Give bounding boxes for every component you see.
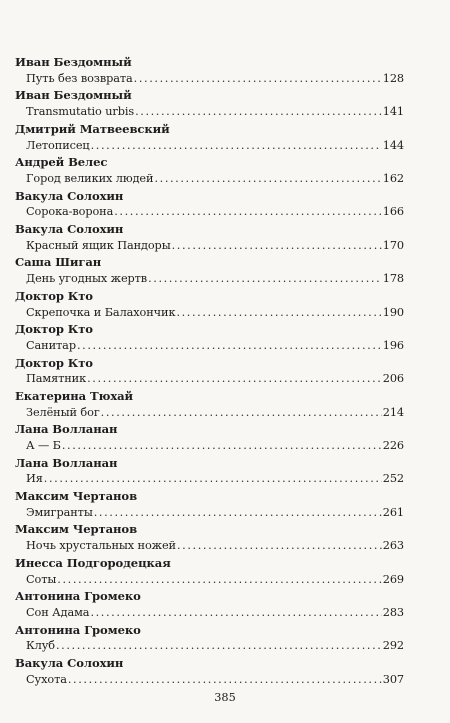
toc-line — [15, 305, 404, 322]
dot-leader — [101, 405, 382, 422]
toc-page-number: 141 — [382, 105, 404, 119]
toc-line — [15, 505, 404, 522]
toc-page-number: 162 — [382, 171, 404, 185]
toc-entry — [15, 221, 404, 254]
toc-title: Transmutatio urbis — [26, 105, 135, 119]
dot-leader — [177, 538, 382, 555]
page-number: 385 — [214, 691, 236, 704]
toc-entry — [15, 455, 404, 488]
toc-author: Лана Волланан — [15, 422, 118, 437]
toc-title: Красный ящик Пандоры — [26, 238, 171, 252]
toc-entry — [15, 421, 404, 454]
toc-line — [15, 371, 404, 388]
toc-author: Максим Чертанов — [15, 522, 138, 537]
toc-author: Доктор Кто — [15, 322, 93, 337]
toc-author: Иван Бездомный — [15, 55, 132, 69]
toc-line — [15, 605, 404, 622]
toc-page-number: 226 — [382, 439, 404, 453]
toc-page-number: 178 — [382, 272, 404, 286]
dot-leader — [57, 572, 381, 589]
toc-page-number: 170 — [382, 238, 404, 252]
toc-line — [15, 204, 404, 221]
toc-author: Доктор Кто — [15, 355, 93, 370]
toc-page-number: 292 — [382, 639, 404, 653]
toc-line — [15, 405, 404, 422]
toc-author: Антонина Громеко — [15, 622, 141, 637]
toc-page-number: 128 — [382, 71, 404, 85]
toc-entry — [15, 355, 404, 388]
toc-author: Дмитрий Матвеевский — [15, 121, 170, 136]
toc-page-number: 166 — [382, 205, 404, 219]
dot-leader — [114, 204, 381, 221]
toc-entry — [15, 488, 404, 521]
toc-entry — [15, 154, 404, 187]
toc-author: Вакула Солохин — [15, 656, 124, 671]
dot-leader — [148, 271, 382, 288]
dot-leader — [154, 171, 381, 188]
toc-page-number: 307 — [382, 672, 404, 686]
toc-title: День угодных жертв — [26, 272, 148, 286]
toc-title: Соты — [26, 572, 57, 586]
dot-leader — [44, 471, 382, 488]
toc-author: Вакула Солохин — [15, 221, 124, 236]
toc-line — [15, 572, 404, 589]
toc-line — [15, 71, 404, 88]
toc-page-number: 206 — [382, 372, 404, 386]
toc-title: Сон Адама — [26, 606, 90, 620]
dot-leader — [68, 672, 382, 689]
toc-entry — [15, 622, 404, 655]
dot-leader — [87, 371, 382, 388]
toc-entry — [15, 555, 404, 588]
toc-author: Андрей Велес — [15, 155, 108, 170]
toc-entry — [15, 54, 404, 87]
toc-entry — [15, 655, 404, 688]
toc-title: Эмигранты — [26, 505, 93, 519]
toc-page-number: 269 — [382, 572, 404, 586]
dot-leader — [91, 138, 382, 155]
dot-leader — [134, 71, 382, 88]
toc-line — [15, 238, 404, 255]
toc-title: Скрепочка и Балахончик — [26, 305, 176, 319]
toc-author: Саша Шиган — [15, 255, 102, 270]
toc-page-number: 263 — [382, 539, 404, 553]
table-of-contents — [15, 54, 404, 688]
dot-leader — [62, 438, 382, 455]
toc-line — [15, 471, 404, 488]
toc-page-number: 196 — [382, 338, 404, 352]
toc-line — [15, 638, 404, 655]
dot-leader — [90, 605, 381, 622]
toc-entry — [15, 388, 404, 421]
toc-entry — [15, 588, 404, 621]
toc-page-number: 283 — [382, 606, 404, 620]
toc-line — [15, 438, 404, 455]
toc-author: Инесса Подгородецкая — [15, 555, 171, 570]
toc-title: Летописец — [26, 138, 90, 152]
toc-line — [15, 338, 404, 355]
toc-page-number: 214 — [382, 405, 404, 419]
dot-leader — [77, 338, 382, 355]
dot-leader — [56, 638, 382, 655]
toc-title: А — Б — [26, 439, 61, 453]
toc-title: Сорока-ворона — [26, 205, 114, 219]
toc-title: Ия — [26, 472, 43, 486]
toc-title: Сухота — [26, 672, 67, 686]
toc-author: Антонина Громеко — [15, 589, 141, 604]
toc-entry — [15, 121, 404, 154]
toc-title: Зелёный бог — [26, 405, 100, 419]
dot-leader — [176, 305, 381, 322]
toc-page-number: 190 — [382, 305, 404, 319]
dot-leader — [94, 505, 382, 522]
toc-line — [15, 171, 404, 188]
toc-title: Клуб — [26, 639, 55, 653]
dot-leader — [135, 104, 382, 121]
toc-author: Максим Чертанов — [15, 489, 138, 504]
toc-line — [15, 138, 404, 155]
toc-line — [15, 538, 404, 555]
toc-line — [15, 104, 404, 121]
toc-page-number: 261 — [382, 505, 404, 519]
toc-author: Лана Волланан — [15, 455, 118, 470]
toc-title: Санитар — [26, 338, 76, 352]
toc-entry — [15, 521, 404, 554]
toc-title: Памятник — [26, 372, 87, 386]
toc-title: Путь без возврата — [26, 71, 133, 85]
toc-line — [15, 672, 404, 689]
toc-page-number: 252 — [382, 472, 404, 486]
toc-entry — [15, 321, 404, 354]
dot-leader — [172, 238, 382, 255]
toc-entry — [15, 288, 404, 321]
toc-author: Доктор Кто — [15, 288, 93, 303]
toc-author: Екатерина Тюхай — [15, 388, 134, 403]
toc-title: Город великих людей — [26, 171, 154, 185]
toc-title: Ночь хрустальных ножей — [26, 539, 176, 553]
toc-author: Иван Бездомный — [15, 88, 132, 103]
toc-author: Вакула Солохин — [15, 188, 124, 203]
toc-page-number: 144 — [382, 138, 404, 152]
toc-entry — [15, 87, 404, 120]
toc-entry — [15, 254, 404, 287]
toc-line — [15, 271, 404, 288]
toc-entry — [15, 188, 404, 221]
